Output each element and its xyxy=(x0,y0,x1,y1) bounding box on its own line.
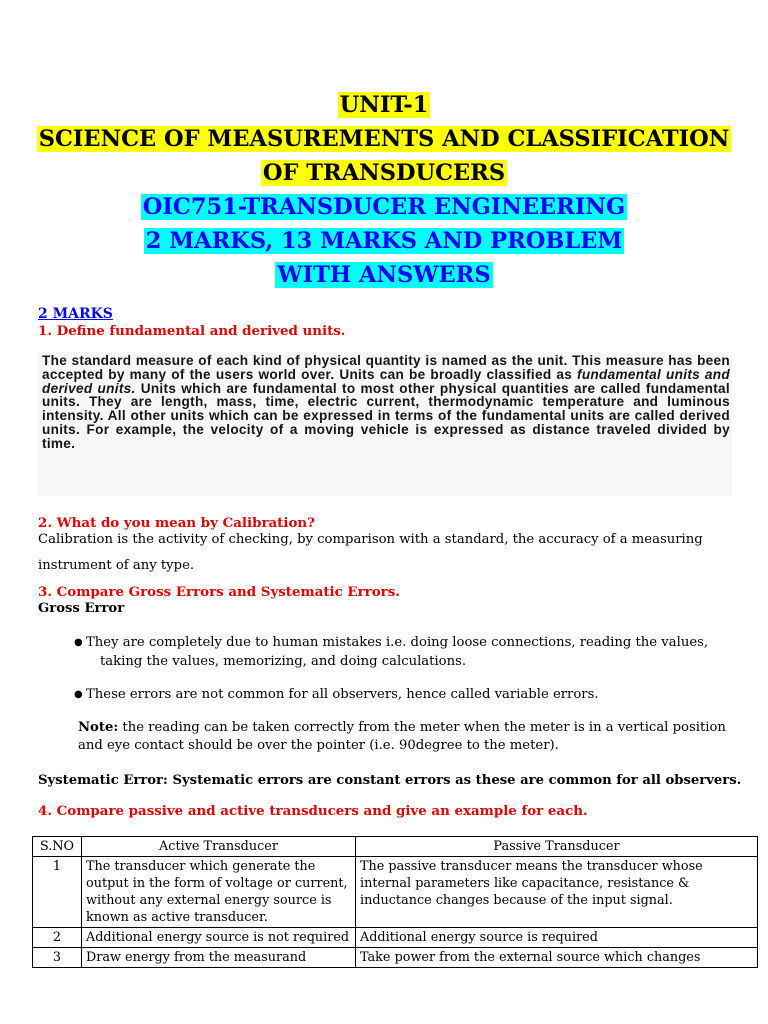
cell-passive: Additional energy source is required xyxy=(356,928,758,948)
answer-1-text: The standard measure of each kind of physical quantity is named as the unit. This measure has been accepted by many of the users world over. Units can be broadly classified as fundamental units and derived units. Units which are fundamental to most other physical quantities are called fundamental units. They are length, mass, time, electric current, thermodynamic temperature and luminous intensity. All other units which can be expressed in terms of the fundamental units are called derived units. For example, the velocity of a moving vehicle is expressed as distance traveled divided by time. xyxy=(42,353,730,451)
marks-line-1: 2 MARKS, 13 MARKS AND PROBLEM xyxy=(145,228,623,254)
two-marks-link[interactable]: 2 MARKS xyxy=(38,306,113,322)
bullet-icon: ● xyxy=(74,689,83,700)
cell-active: Additional energy source is not required xyxy=(82,928,356,948)
table-row xyxy=(33,928,758,948)
question-3: 3. Compare Gross Errors and Systematic Errors. xyxy=(38,584,400,600)
gross-error-heading: Gross Error xyxy=(38,601,125,616)
marks-line-2: WITH ANSWERS xyxy=(277,262,491,288)
bullet-icon: ● xyxy=(74,637,83,648)
table-header-row xyxy=(33,837,758,857)
bullet-2-text: These errors are not common for all observers, hence called variable errors. xyxy=(86,687,599,702)
unit-heading: UNIT-1 xyxy=(339,92,429,118)
cell-sno: 3 xyxy=(33,948,82,968)
cell-sno: 1 xyxy=(33,857,82,928)
systematic-error-text: Systematic Error: Systematic errors are constant errors as these are common for all observers. xyxy=(38,773,742,788)
transducer-comparison-table xyxy=(32,836,758,968)
course-title: OIC751-TRANSDUCER ENGINEERING xyxy=(142,194,626,220)
bullet-1-line-2: taking the values, memorizing, and doing calculations. xyxy=(100,654,467,669)
cell-sno: 2 xyxy=(33,928,82,948)
bullet-item-2 xyxy=(76,685,716,704)
cell-active: The transducer which generate the output in the form of voltage or current, without any external energy source is known as active transducer. xyxy=(82,857,356,928)
scanned-answer-image xyxy=(38,352,732,496)
document-header xyxy=(0,88,768,292)
question-4: 4. Compare passive and active transducers and give an example for each. xyxy=(38,803,588,819)
title-line-1: SCIENCE OF MEASUREMENTS AND CLASSIFICATION xyxy=(38,126,730,152)
table-row xyxy=(33,948,758,968)
header-active: Active Transducer xyxy=(82,837,356,857)
note-line-2: and eye contact should be over the pointer (i.e. 90degree to the meter). xyxy=(78,738,559,753)
cell-active: Draw energy from the measurand xyxy=(82,948,356,968)
question-1: 1. Define fundamental and derived units. xyxy=(38,323,346,339)
cell-passive: Take power from the external source which changes xyxy=(356,948,758,968)
answer-2-line-1: Calibration is the activity of checking, by comparison with a standard, the accuracy of a measuring xyxy=(38,532,703,547)
bullet-item-1 xyxy=(76,633,716,671)
bullet-1-line-1: They are completely due to human mistakes i.e. doing loose connections, reading the values, xyxy=(86,635,709,650)
answer-2-line-2: instrument of any type. xyxy=(38,558,195,573)
table-row xyxy=(33,857,758,928)
question-2: 2. What do you mean by Calibration? xyxy=(38,515,315,531)
header-passive: Passive Transducer xyxy=(356,837,758,857)
header-sno: S.NO xyxy=(33,837,82,857)
note-line-1: Note: the reading can be taken correctly from the meter when the meter is in a vertical position xyxy=(78,720,726,735)
title-line-2: OF TRANSDUCERS xyxy=(262,160,506,186)
cell-passive: The passive transducer means the transducer whose internal parameters like capacitance, resistance & inductance changes because of the input signal. xyxy=(356,857,758,928)
